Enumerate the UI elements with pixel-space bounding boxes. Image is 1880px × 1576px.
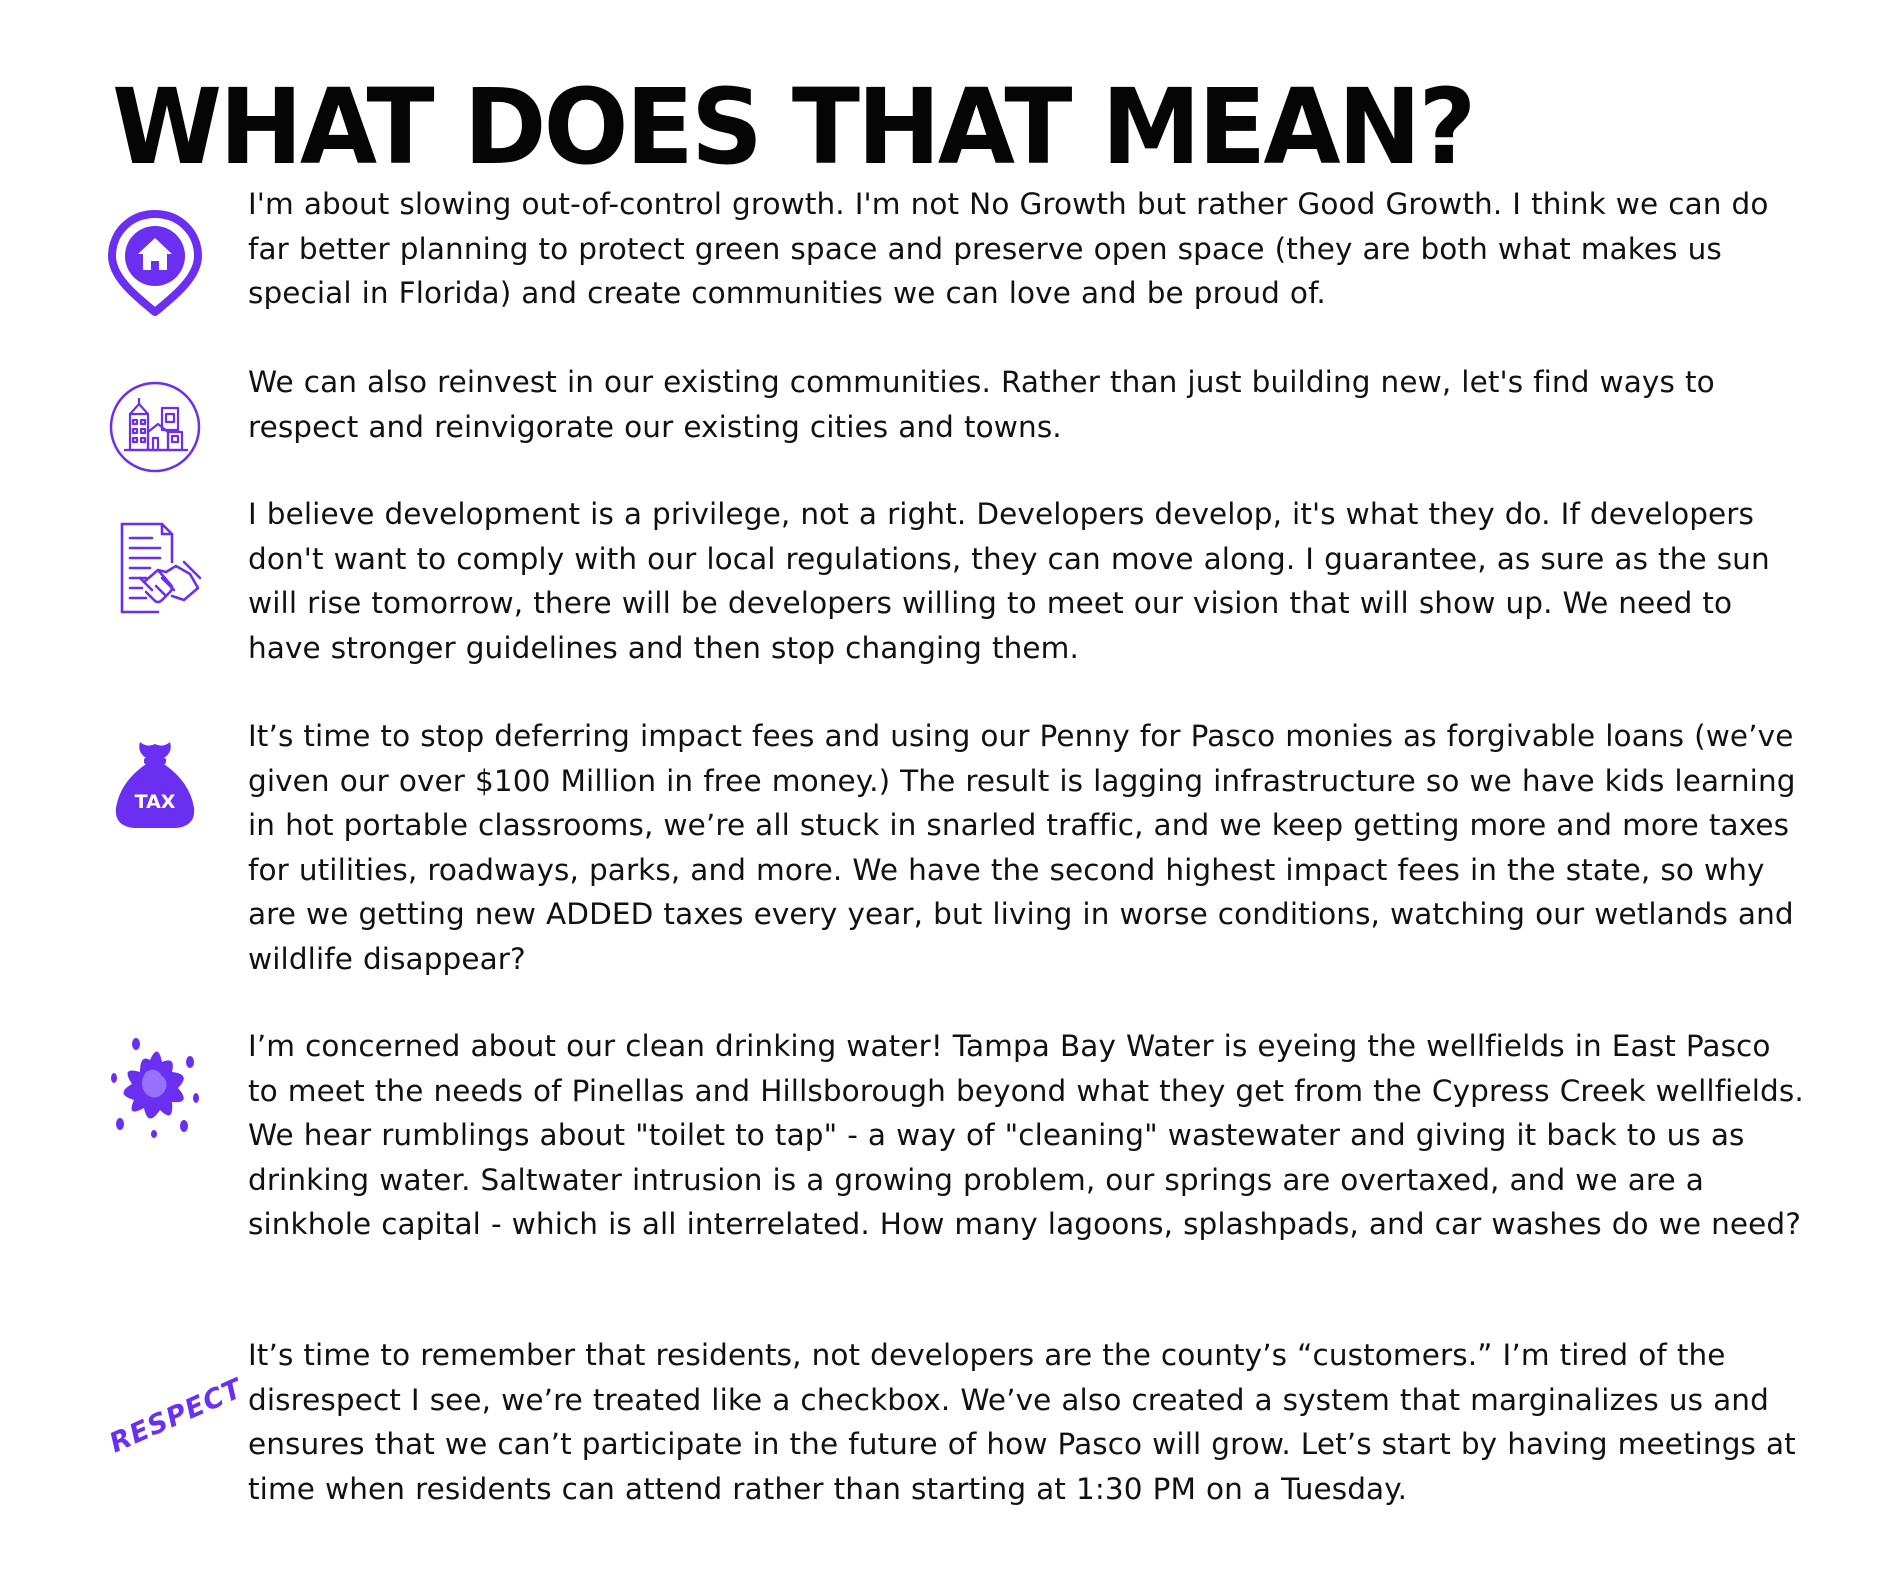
location-home-icon — [100, 206, 210, 316]
page-title: WHAT DOES THAT MEAN? — [112, 66, 1474, 188]
city-buildings-icon — [100, 372, 210, 482]
section-text: It’s time to stop deferring impact fees and using our Penny for Pasco monies as forgivable loans (we’ve given our over $100 Million in free money.) The result is lagging infrastructure so we have kids learning in hot portable classrooms, we’re all stuck in snarled traffic, and we keep getting more and more taxes for utilities, roadways, parks, and more. We have the second highest impact fees in the state, so why are we getting new ADDED taxes every year, but living in worse conditions, watching our wetlands and wildlife disappear? — [248, 719, 1796, 976]
tax-bag-icon — [100, 730, 210, 840]
section-text: I’m concerned about our clean drinking water! Tampa Bay Water is eyeing the wellfields in East Pasco to meet the needs of Pinellas and Hillsborough beyond what they get from the Cypress Creek wellfields. We hear rumblings about "toilet to tap" - a way of "cleaning" wastewater and giving it back to us as drinking water. Saltwater intrusion is a growing problem, our springs are overtaxed, and we are a sinkhole capital - which is all interrelated. How many lagoons, splashpads, and car washes do we need? — [248, 1029, 1804, 1241]
section-text: I believe development is a privilege, not a right. Developers develop, it's what they do. If developers don't want to comply with our local regulations, they can move along. I guarantee, as sure as the sun will rise tomorrow, there will be developers willing to meet our vision that will show up. We need to have stronger guidelines and then stop changing them. — [248, 497, 1770, 665]
tax-label: TAX — [134, 791, 176, 813]
contract-handshake-icon — [100, 512, 210, 622]
section-text: I'm about slowing out-of-control growth. I'm not No Growth but rather Good Growth. I think we can do far better planning to protect green space and preserve open space (they are both what makes us special in Florida) and create communities we can love and be proud of. — [248, 187, 1769, 310]
respect-label: RESPECT — [104, 1373, 248, 1460]
section-text: It’s time to remember that residents, not developers are the county’s “customers.” I’m tired of the disrespect I see, we’re treated like a checkbox. We’ve also created a system that marginalizes us and ensures that we can’t participate in the future of how Pasco will grow. Let’s start by having meetings at time when residents can attend rather than starting at 1:30 PM on a Tuesday. — [248, 1338, 1796, 1506]
respect-stamp-icon — [100, 1353, 248, 1463]
water-splash-icon — [100, 1032, 210, 1142]
section-text: We can also reinvest in our existing communities. Rather than just building new, let's find ways to respect and reinvigorate our existing cities and towns. — [248, 365, 1715, 444]
